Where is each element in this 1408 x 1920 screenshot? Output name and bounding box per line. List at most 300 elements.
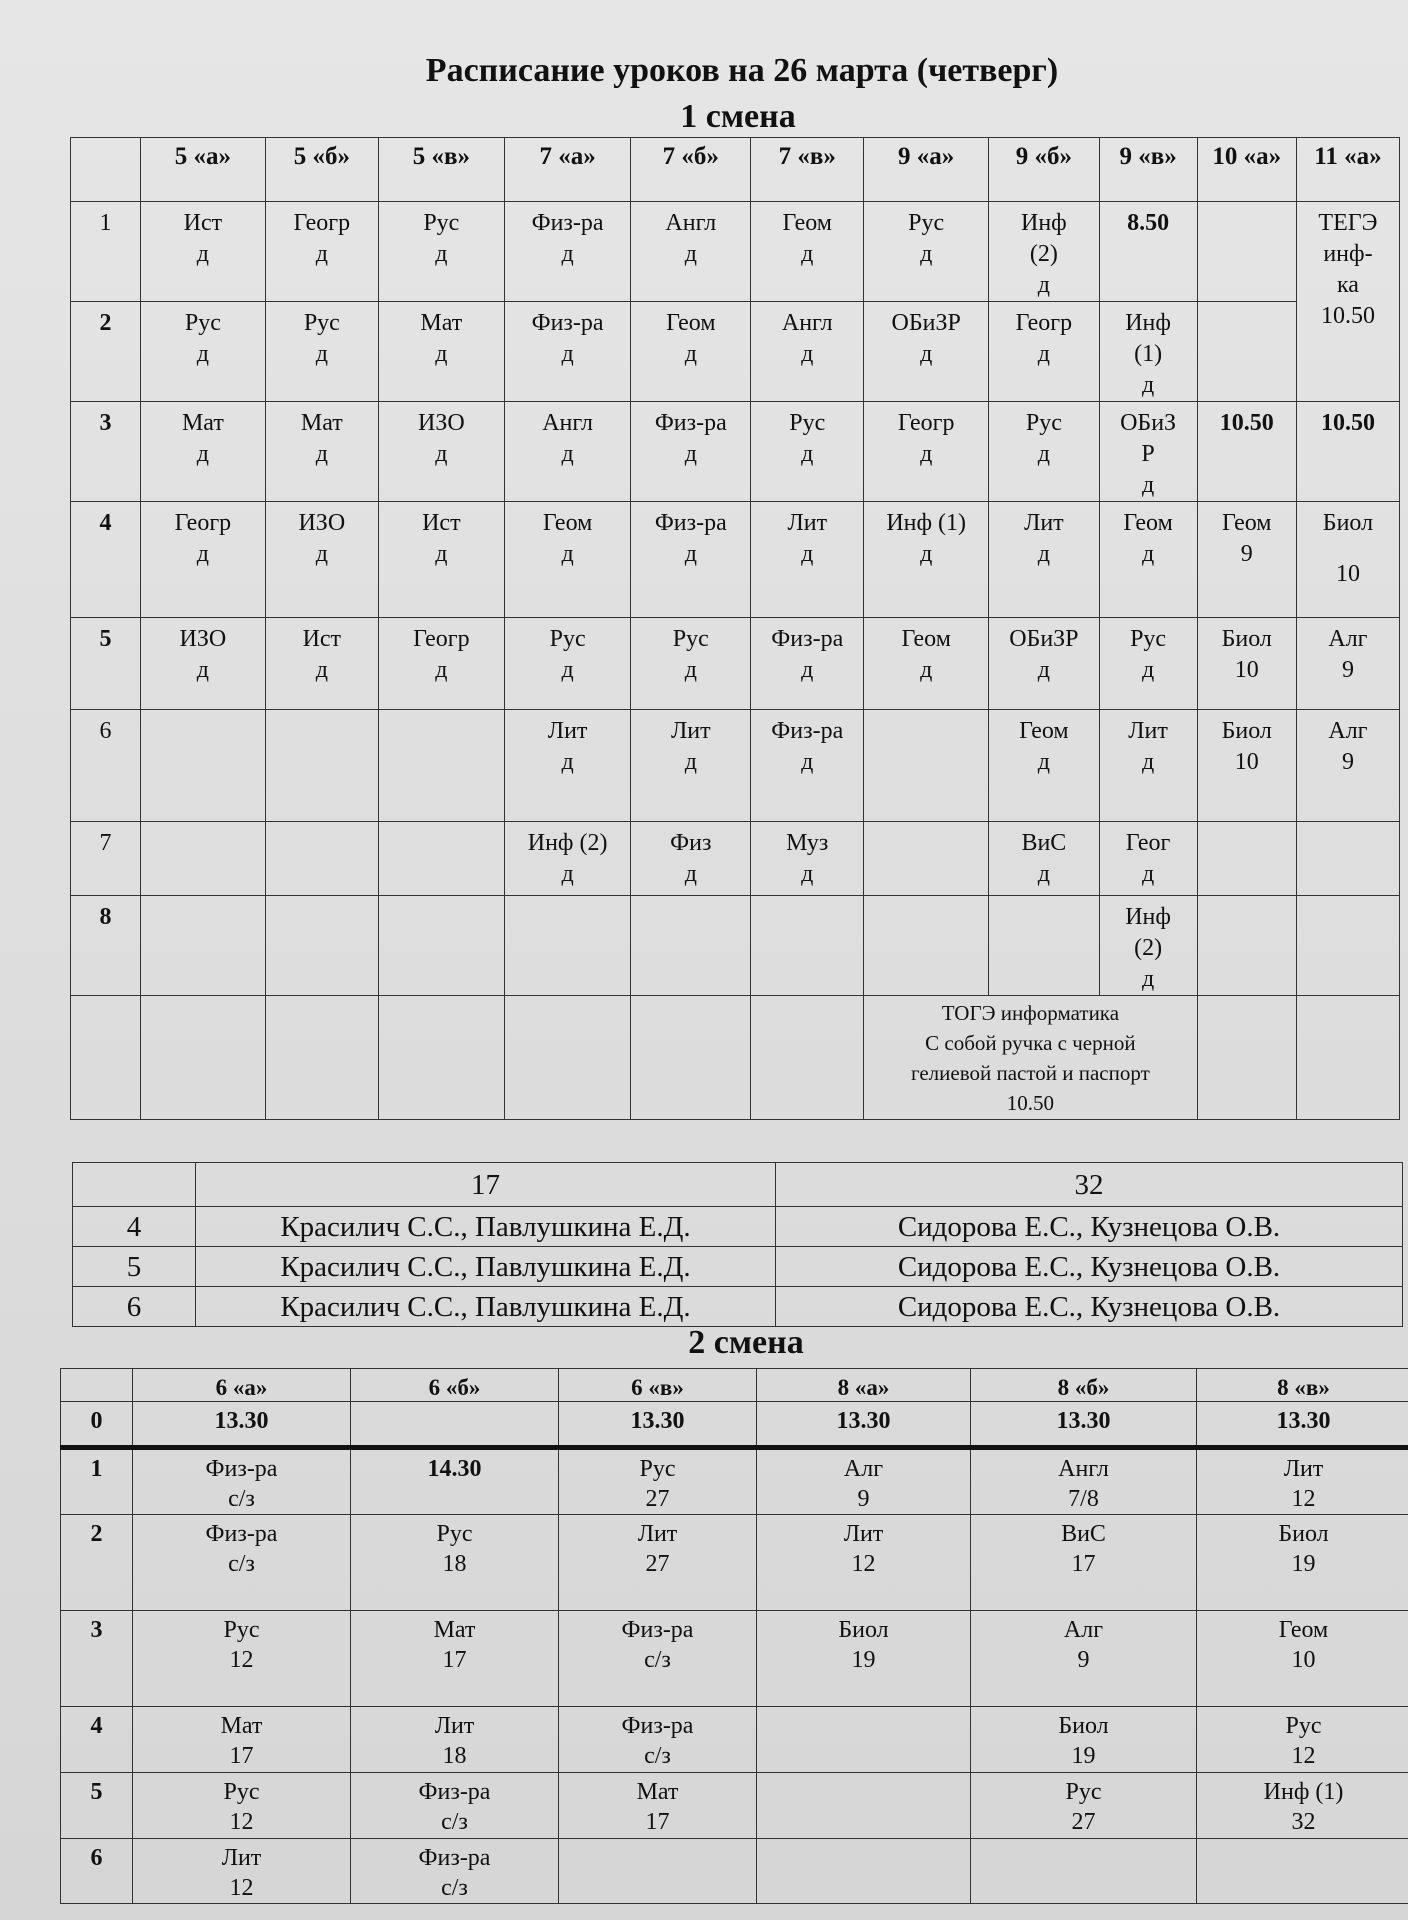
cell-line: Лит <box>637 1521 678 1547</box>
cell-line: Физ-ра <box>654 510 727 536</box>
cell-line: 27 <box>1071 1809 1096 1835</box>
lesson-cell <box>378 402 504 502</box>
class-header: 5 «в» <box>378 138 504 202</box>
lesson-cell <box>378 502 504 618</box>
lesson-cell <box>1099 710 1197 822</box>
lesson-cell <box>1197 1611 1408 1707</box>
cell-line: д <box>801 341 814 367</box>
cell-line: с/з <box>644 1647 671 1673</box>
cell-line: д <box>561 861 574 887</box>
cell-line: д <box>435 541 448 567</box>
cell-line: Лит <box>787 510 828 536</box>
cell-line: д <box>435 657 448 683</box>
cell-line: (2) <box>1134 935 1163 961</box>
cell-line: Рус <box>672 626 709 652</box>
cell-line: 32 <box>1291 1809 1316 1835</box>
lesson-cell <box>751 618 864 710</box>
lesson-cell <box>1296 402 1399 502</box>
cell-line: Геогр <box>293 210 351 236</box>
shift1-schedule-table <box>70 137 1400 1120</box>
cell-line: ОБиЗР <box>1009 626 1079 652</box>
room-header: 17 <box>196 1163 776 1207</box>
lesson-cell <box>559 1773 757 1839</box>
lesson-cell <box>133 1611 351 1707</box>
lesson-cell <box>265 502 378 618</box>
lesson-cell <box>351 1839 559 1904</box>
class-header: 6 «б» <box>351 1369 559 1402</box>
proctor-names: Сидорова Е.С., Кузнецова О.В. <box>776 1287 1403 1327</box>
cell-line: Геогр <box>413 626 470 652</box>
cell-line: д <box>561 241 574 267</box>
lesson-cell <box>751 402 864 502</box>
lesson-cell <box>631 618 751 710</box>
lesson-cell <box>757 1611 971 1707</box>
lesson-number: 5 <box>61 1773 133 1839</box>
lesson-cell <box>504 202 630 302</box>
cell-line: Биол <box>1221 718 1272 744</box>
lesson-number: 6 <box>61 1839 133 1904</box>
corner-cell <box>61 1369 133 1402</box>
cell-line: 17 <box>442 1647 467 1673</box>
proctor-names: Красилич С.С., Павлушкина Е.Д. <box>196 1207 776 1247</box>
lesson-cell <box>757 1707 971 1773</box>
cell-line: д <box>561 341 574 367</box>
page-title: Расписание уроков на 26 марта (четверг) <box>425 52 1059 89</box>
cell-line: д <box>920 541 933 567</box>
lesson-row <box>71 710 1400 822</box>
cell-line: С собой ручка с черной <box>925 1031 1136 1055</box>
lesson-cell <box>140 502 265 618</box>
cell-line: Физ-ра <box>654 410 727 436</box>
cell-line: д <box>920 241 933 267</box>
lesson-cell <box>265 202 378 302</box>
cell-line: д <box>196 241 209 267</box>
lesson-row <box>61 1707 1408 1773</box>
cell-line: инф- <box>1323 241 1373 267</box>
cell-line: Рус <box>789 410 826 436</box>
cell-line: Биол <box>1221 626 1272 652</box>
lesson-cell <box>971 1839 1197 1904</box>
cell-line: д <box>1141 861 1155 887</box>
cell-line: Геог <box>1125 830 1171 856</box>
lesson-cell <box>757 1773 971 1839</box>
cell-line: Алг <box>843 1456 884 1482</box>
class-header: 9 «в» <box>1099 138 1197 202</box>
proctor-names: Сидорова Е.С., Кузнецова О.В. <box>776 1207 1403 1247</box>
class-header: 5 «б» <box>265 138 378 202</box>
cell-line: Физ-ра <box>205 1521 278 1547</box>
cell-line: Мат <box>300 410 343 436</box>
cell-line: Физ-ра <box>621 1617 694 1643</box>
lesson-cell <box>1197 402 1296 502</box>
cell-line: д <box>1037 657 1050 683</box>
lesson-number: 2 <box>61 1515 133 1611</box>
cell-line: д <box>196 541 209 567</box>
lesson-cell <box>133 1839 351 1904</box>
cell-line: д <box>561 541 574 567</box>
proctor-names: Красилич С.С., Павлушкина Е.Д. <box>196 1287 776 1327</box>
cell-line: Биол <box>1322 510 1374 536</box>
lesson-cell <box>751 710 864 822</box>
lesson-cell <box>265 822 378 896</box>
cell-line: 12 <box>229 1809 254 1835</box>
class-header: 9 «а» <box>864 138 989 202</box>
lesson-cell <box>504 710 630 822</box>
lesson-cell <box>504 618 630 710</box>
cell-line: д <box>315 241 328 267</box>
cell-line: д <box>1037 861 1050 887</box>
cell-line: Мат <box>636 1779 679 1805</box>
cell-line: 17 <box>229 1743 254 1769</box>
lesson-cell <box>559 1611 757 1707</box>
lesson-cell <box>1197 1448 1408 1515</box>
lesson-cell <box>1099 202 1197 302</box>
empty-cell <box>71 996 141 1120</box>
room-row <box>73 1287 1403 1327</box>
class-header: 7 «в» <box>751 138 864 202</box>
cell-line: Физ-ра <box>418 1779 491 1805</box>
lesson-cell <box>1296 822 1399 896</box>
cell-line: Геогр <box>174 510 232 536</box>
cell-line: д <box>1037 441 1050 467</box>
cell-line: (1) <box>1134 341 1163 367</box>
cell-line: Рус <box>1130 626 1167 652</box>
togee-note <box>864 996 1197 1120</box>
lesson-cell <box>1099 618 1197 710</box>
cell-line: д <box>435 341 448 367</box>
lesson-cell <box>989 710 1099 822</box>
cell-line: д <box>1037 341 1050 367</box>
lesson-cell <box>504 822 630 896</box>
note-row <box>71 996 1400 1120</box>
lesson-cell <box>1296 710 1399 822</box>
lesson-cell <box>1197 1773 1408 1839</box>
empty-cell <box>1296 996 1399 1120</box>
cell-line: 18 <box>442 1551 467 1577</box>
lesson-cell <box>751 896 864 996</box>
lesson-cell <box>133 1515 351 1611</box>
cell-line: 13.30 <box>1276 1408 1331 1434</box>
lesson-cell <box>757 1839 971 1904</box>
class-header: 9 «б» <box>989 138 1099 202</box>
cell-line: 12 <box>851 1551 876 1577</box>
lesson-cell <box>1197 502 1296 618</box>
cell-line: д <box>196 341 209 367</box>
class-header: 5 «а» <box>140 138 265 202</box>
lesson-cell <box>631 302 751 402</box>
cell-line: д <box>1141 541 1155 567</box>
cell-line: д <box>435 441 448 467</box>
lesson-cell <box>559 1515 757 1611</box>
cell-line: д <box>1141 372 1155 398</box>
cell-line: с/з <box>441 1809 468 1835</box>
cell-line: ТЕГЭ <box>1318 210 1378 236</box>
lesson-row <box>71 502 1400 618</box>
cell-line: д <box>315 541 328 567</box>
cell-line: д <box>1141 749 1155 775</box>
lesson-cell <box>265 618 378 710</box>
lesson-cell <box>1197 302 1296 402</box>
lesson-cell <box>504 896 630 996</box>
cell-line: (2) <box>1029 241 1058 267</box>
cell-line: Геом <box>901 626 951 652</box>
cell-line: Инф (1) <box>886 510 967 536</box>
lesson-cell <box>989 302 1099 402</box>
cell-line: Инф (1) <box>1263 1779 1344 1805</box>
class-header: 11 «а» <box>1296 138 1399 202</box>
empty-cell <box>631 996 751 1120</box>
cell-line: Рус <box>184 310 221 336</box>
lesson-cell <box>133 1402 351 1448</box>
lesson-cell <box>140 302 265 402</box>
cell-line: Инф (2) <box>527 830 608 856</box>
cell-line: 10.50 <box>1320 303 1375 329</box>
lesson-cell <box>504 402 630 502</box>
lesson-cell <box>1296 502 1399 618</box>
class-header: 8 «в» <box>1197 1369 1408 1402</box>
lesson-cell <box>378 202 504 302</box>
cell-line: Инф <box>1125 310 1171 336</box>
cell-line: с/з <box>228 1486 255 1512</box>
room-row <box>73 1247 1403 1287</box>
lesson-cell <box>140 202 265 302</box>
lesson-cell <box>1099 302 1197 402</box>
cell-line: Лит <box>1024 510 1064 536</box>
cell-line: д <box>1037 749 1050 775</box>
cell-line: д <box>315 341 328 367</box>
cell-line: д <box>684 749 697 775</box>
cell-line: гелиевой пастой и паспорт <box>911 1061 1150 1085</box>
cell-line: Лит <box>843 1521 884 1547</box>
cell-line: Геом <box>1222 510 1272 536</box>
lesson-number: 8 <box>71 896 141 996</box>
cell-line: д <box>315 441 328 467</box>
cell-line: 14.30 <box>427 1456 482 1482</box>
cell-line: д <box>435 241 448 267</box>
cell-line: Рус <box>639 1456 676 1482</box>
cell-line: Геом <box>1123 510 1173 536</box>
lesson-number: 1 <box>61 1448 133 1515</box>
lesson-row <box>61 1611 1408 1707</box>
cell-line: д <box>1141 472 1155 498</box>
cell-line: ОБиЗР <box>891 310 961 336</box>
lesson-cell <box>864 202 989 302</box>
cell-line: 10 <box>1335 561 1360 587</box>
cell-line: Алг <box>1063 1617 1104 1643</box>
lesson-cell <box>989 502 1099 618</box>
lesson-number: 4 <box>71 502 141 618</box>
room-row <box>73 1207 1403 1247</box>
cell-line: Лит <box>221 1845 262 1871</box>
lesson-number: 5 <box>71 618 141 710</box>
lesson-number: 6 <box>71 710 141 822</box>
lesson-number: 3 <box>61 1611 133 1707</box>
class-header: 7 «а» <box>504 138 630 202</box>
cell-line: 13.30 <box>214 1408 269 1434</box>
cell-line: д <box>684 541 697 567</box>
cell-line: 19 <box>1291 1551 1316 1577</box>
cell-line: д <box>1037 272 1050 298</box>
lesson-cell <box>1296 896 1399 996</box>
cell-line: Алг <box>1328 718 1368 744</box>
cell-line: 17 <box>1071 1551 1096 1577</box>
cell-line: Мат <box>420 310 463 336</box>
lesson-cell <box>631 896 751 996</box>
lesson-cell <box>971 1448 1197 1515</box>
empty-cell <box>504 996 630 1120</box>
cell-line: д <box>920 341 933 367</box>
cell-line: ИЗО <box>179 626 227 652</box>
cell-line: с/з <box>441 1875 468 1901</box>
lesson-cell <box>265 710 378 822</box>
lesson-cell <box>133 1448 351 1515</box>
cell-line: д <box>801 441 814 467</box>
cell-line: Лит <box>434 1713 475 1739</box>
lesson-cell <box>265 402 378 502</box>
lesson-cell <box>140 618 265 710</box>
lesson-number: 2 <box>71 302 141 402</box>
cell-line: Ист <box>422 510 461 536</box>
cell-line: ка <box>1336 272 1359 298</box>
cell-line: 27 <box>645 1486 670 1512</box>
cell-line: Биол <box>1058 1713 1109 1739</box>
lesson-cell <box>265 896 378 996</box>
lesson-cell <box>751 202 864 302</box>
cell-line: д <box>561 749 574 775</box>
lesson-cell <box>971 1773 1197 1839</box>
lesson-row <box>71 202 1400 302</box>
proctor-names: Красилич С.С., Павлушкина Е.Д. <box>196 1247 776 1287</box>
cell-line: д <box>684 441 697 467</box>
lesson-cell <box>378 618 504 710</box>
cell-line: ОБиЗ <box>1120 410 1177 436</box>
cell-line: Лит <box>671 718 711 744</box>
lesson-cell <box>265 302 378 402</box>
cell-line: Биол <box>838 1617 889 1643</box>
cell-line: Рус <box>1285 1713 1322 1739</box>
class-header: 6 «в» <box>559 1369 757 1402</box>
cell-line: Лит <box>1283 1456 1324 1482</box>
cell-line: д <box>684 861 697 887</box>
cell-line: Мат <box>433 1617 476 1643</box>
cell-line: ИЗО <box>298 510 346 536</box>
cell-line: 9 <box>1077 1647 1090 1673</box>
lesson-cell <box>133 1773 351 1839</box>
lesson-cell <box>351 1515 559 1611</box>
lesson-cell <box>140 710 265 822</box>
room-lesson-number: 5 <box>73 1247 196 1287</box>
lesson-cell <box>140 402 265 502</box>
lesson-cell <box>378 822 504 896</box>
cell-line: Рус <box>1065 1779 1102 1805</box>
lesson-cell <box>631 822 751 896</box>
lesson-row <box>61 1773 1408 1839</box>
cell-line: ВиС <box>1061 1521 1106 1547</box>
cell-line: Англ <box>665 210 717 236</box>
lesson-cell <box>751 502 864 618</box>
cell-line: д <box>1141 966 1155 992</box>
cell-line: 7/8 <box>1068 1486 1099 1512</box>
lesson-cell <box>1197 896 1296 996</box>
lesson-row <box>71 822 1400 896</box>
lesson-cell <box>1197 710 1296 822</box>
lesson-cell <box>351 1611 559 1707</box>
lesson-cell <box>133 1707 351 1773</box>
lesson-number: 0 <box>61 1402 133 1448</box>
cell-line: Физ-ра <box>621 1713 694 1739</box>
lesson-cell <box>971 1707 1197 1773</box>
shift1-heading: 1 смена <box>680 98 796 135</box>
cell-line: 27 <box>645 1551 670 1577</box>
cell-line: д <box>801 749 814 775</box>
lesson-row <box>71 618 1400 710</box>
cell-line: Рус <box>423 210 460 236</box>
cell-line: д <box>196 657 209 683</box>
cell-line: д <box>801 657 814 683</box>
cell-line: Геом <box>1278 1617 1329 1643</box>
lesson-cell <box>971 1402 1197 1448</box>
cell-line: 19 <box>851 1647 876 1673</box>
cell-line: 10 <box>1234 657 1259 683</box>
lesson-cell <box>1099 822 1197 896</box>
room-header: 32 <box>776 1163 1403 1207</box>
lesson-row <box>71 402 1400 502</box>
class-header: 6 «а» <box>133 1369 351 1402</box>
lesson-cell <box>631 202 751 302</box>
cell-line: 10.50 <box>1219 410 1274 436</box>
cell-line: с/з <box>228 1551 255 1577</box>
empty-cell <box>378 996 504 1120</box>
lesson-cell <box>989 822 1099 896</box>
cell-line: 10.50 <box>1006 1091 1054 1115</box>
cell-line: 12 <box>229 1875 254 1901</box>
lesson-cell <box>351 1707 559 1773</box>
cell-line: 17 <box>645 1809 670 1835</box>
cell-line: 13.30 <box>630 1408 685 1434</box>
lesson-number: 3 <box>71 402 141 502</box>
cell-line: Муз <box>786 830 829 856</box>
lesson-cell <box>504 502 630 618</box>
cell-line: д <box>1037 541 1050 567</box>
lesson-cell <box>559 1448 757 1515</box>
cell-line: д <box>801 241 814 267</box>
lesson-cell <box>631 710 751 822</box>
lesson-cell <box>989 618 1099 710</box>
cell-line: Рус <box>908 210 945 236</box>
lesson-cell <box>757 1515 971 1611</box>
cell-line: Рус <box>1025 410 1062 436</box>
lesson-cell <box>1099 502 1197 618</box>
cell-line: д <box>315 657 328 683</box>
cell-line: Англ <box>542 410 593 436</box>
lesson-cell <box>864 896 989 996</box>
lesson-cell <box>864 502 989 618</box>
lesson-cell <box>559 1839 757 1904</box>
cell-line: Геогр <box>1015 310 1073 336</box>
class-header: 7 «б» <box>631 138 751 202</box>
cell-line: 8.50 <box>1127 210 1170 236</box>
cell-line: д <box>561 657 574 683</box>
lesson-cell <box>751 822 864 896</box>
lesson-cell <box>864 302 989 402</box>
exam-rooms-table <box>72 1162 1403 1327</box>
lesson-number: 1 <box>71 202 141 302</box>
cell-line: 10 <box>1234 749 1259 775</box>
lesson-cell <box>971 1515 1197 1611</box>
cell-line: 19 <box>1071 1743 1096 1769</box>
lesson-cell <box>757 1448 971 1515</box>
lesson-cell <box>631 402 751 502</box>
